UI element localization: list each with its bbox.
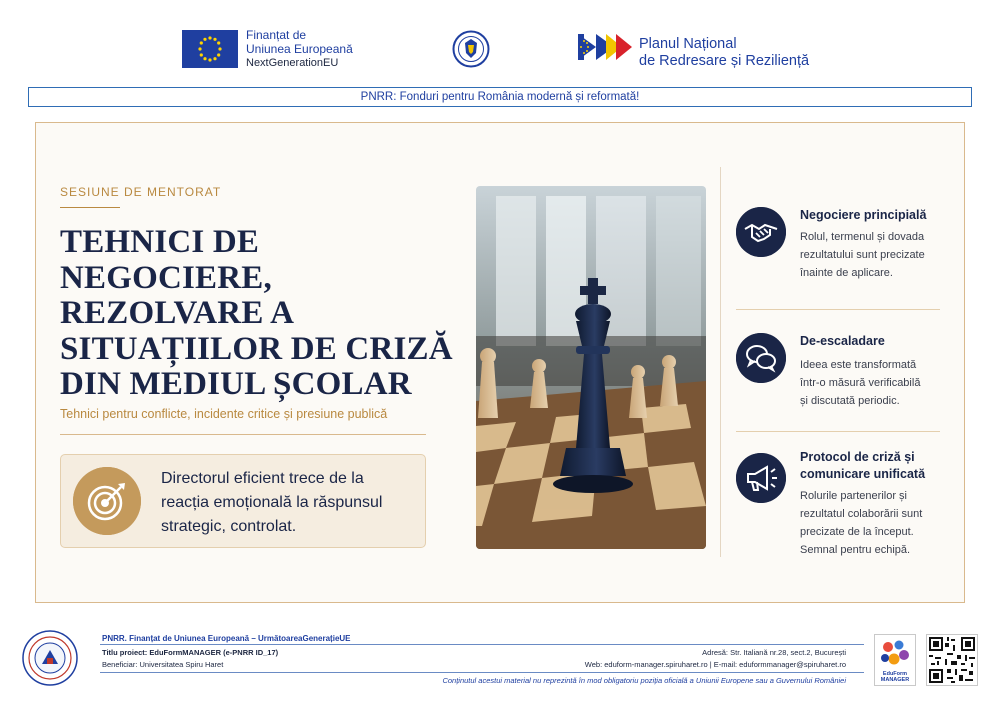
title-line: comunicare unificată (800, 467, 926, 481)
handshake-icon (736, 207, 786, 257)
eu-line-1: Finanțat de (246, 28, 307, 42)
feature-divider (736, 309, 940, 310)
speech-bubbles-icon (736, 333, 786, 383)
footer-top-rule (100, 644, 864, 645)
title-line: TEHNICI DE NEGOCIERE, (60, 224, 272, 296)
key-message-box (60, 454, 426, 548)
footer-bottom-rule (100, 672, 864, 673)
description-line: înainte de aplicare. (800, 267, 893, 279)
pnrr-logo-icon (578, 30, 636, 64)
footer-funding-line: PNRR. Finanțat de Uniunea Europeană – UrmătoareaGenerațieUE (102, 634, 351, 643)
chess-king-photo (476, 186, 706, 549)
description-line: Rolurile partenerilor și (800, 490, 907, 502)
footer-disclaimer: Conținutul acestui material nu reprezintă în mod obligatoriu poziția oficială a Uniunii Europene sau a Guvernului României (442, 676, 846, 685)
description-line: Semnal pentru echipă. (800, 544, 911, 556)
feature-description (800, 487, 945, 559)
footer-beneficiary: Beneficiar: Universitatea Spiru Haret (102, 660, 224, 669)
slogan-banner (28, 87, 972, 107)
feature-title (800, 449, 950, 483)
pnrr-line-1: Planul Național (639, 36, 737, 52)
description-line: rezultatului sunt precizate (800, 249, 925, 261)
eu-funding-text (246, 28, 353, 70)
eu-flag-icon (182, 30, 238, 68)
poster-subtitle: Tehnici pentru conflicte, incidente critice și presiune publică (60, 407, 388, 421)
feature-title: Negociere principială (800, 208, 927, 222)
feature-principled-negotiation (736, 207, 946, 287)
logo-line: MANAGER (880, 677, 910, 683)
description-line: Ideea este transformată (800, 359, 917, 371)
description-line: într-o măsură verificabilă (800, 377, 921, 389)
eduform-logo-text (875, 671, 915, 683)
title-line: Protocol de criză și (800, 450, 915, 464)
subtitle-divider (60, 434, 426, 435)
feature-crisis-protocol (736, 449, 946, 569)
title-line: DIN MEDIUL ȘCOLAR (60, 366, 412, 402)
megaphone-icon (736, 453, 786, 503)
message-line: reacția emoțională la răspunsul (161, 494, 383, 511)
eu-line-2: Uniunea Europeană (246, 42, 353, 56)
feature-title: De-escaladare (800, 334, 885, 348)
message-line: strategic, controlat. (161, 518, 297, 535)
spiru-haret-university-seal-icon (22, 630, 78, 686)
key-message-text (161, 467, 411, 539)
mentoring-poster-panel (35, 122, 965, 603)
feature-description (800, 356, 945, 410)
target-icon (73, 467, 141, 535)
footer-project-title: Titlu proiect: EduFormMANAGER (e-PNRR ID_17) (102, 648, 279, 657)
eu-line-3: NextGenerationEU (246, 57, 339, 69)
feature-de-escalation (736, 333, 946, 413)
title-line: REZOLVARE A (60, 295, 295, 331)
slogan-text: PNRR: Fonduri pentru România modernă și reformată! (360, 91, 640, 103)
logo-line: EduForm (882, 671, 908, 677)
description-line: și discutată periodic. (800, 395, 900, 407)
column-divider (720, 167, 721, 557)
description-line: rezultatul colaborării sunt (800, 508, 923, 520)
description-line: precizate de la început. (800, 526, 914, 538)
pnrr-line-2: de Redresare și Reziliență (639, 53, 810, 69)
feature-description (800, 228, 945, 282)
session-label: SESIUNE DE MENTORAT (60, 185, 222, 199)
message-line: Directorul eficient trece de la (161, 470, 364, 487)
qr-code-icon[interactable] (926, 634, 978, 686)
poster-title (60, 225, 460, 403)
romanian-government-seal-icon (452, 30, 490, 68)
session-divider (60, 207, 120, 208)
title-line: SITUAȚIILOR DE CRIZĂ (60, 330, 453, 367)
footer-address: Adresă: Str. Italiană nr.28, sect.2, București (702, 648, 846, 657)
feature-divider (736, 431, 940, 432)
eduform-manager-logo-icon (874, 634, 916, 686)
footer-web-email: Web: eduform-manager.spiruharet.ro | E-mail: eduformmanager@spiruharet.ro (584, 660, 846, 669)
pnrr-title (639, 36, 809, 70)
description-line: Rolul, termenul și dovada (800, 231, 925, 243)
